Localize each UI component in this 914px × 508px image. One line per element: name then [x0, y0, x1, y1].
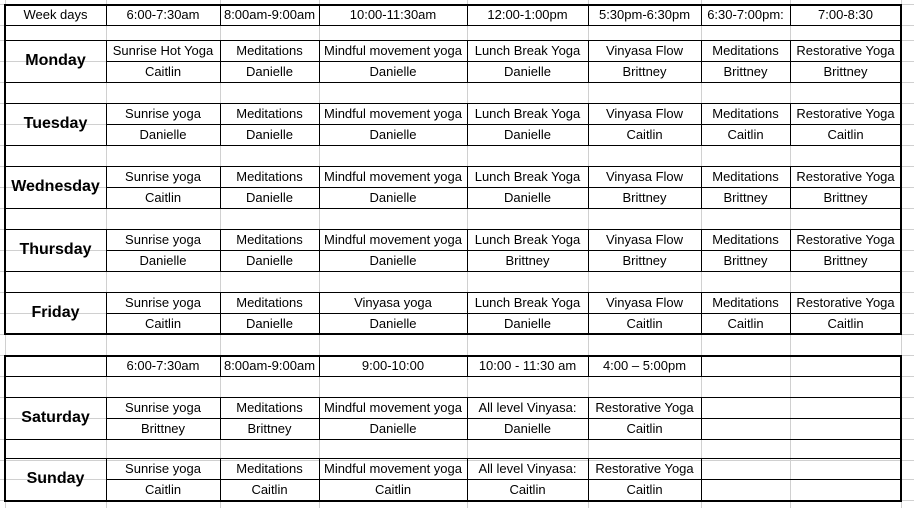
instructor-cell[interactable]: Caitlin [827, 127, 864, 142]
instructor-cell[interactable]: Brittney [622, 64, 667, 79]
header-cell[interactable]: 7:00-8:30 [818, 7, 873, 22]
instructor-cell[interactable]: Danielle [369, 127, 417, 142]
class-cell[interactable]: Lunch Break Yoga [474, 232, 581, 247]
instructor-cell[interactable]: Brittney [140, 421, 186, 436]
instructor-cell[interactable]: Brittney [823, 253, 868, 268]
class-cell[interactable]: Restorative Yoga [796, 169, 895, 184]
instructor-cell[interactable]: Brittney [723, 190, 768, 205]
class-cell[interactable]: Mindful movement yoga [323, 43, 462, 58]
class-cell[interactable]: Sunrise yoga [125, 169, 201, 184]
instructor-cell[interactable]: Brittney [823, 64, 868, 79]
instructor-cell[interactable]: Caitlin [509, 482, 546, 497]
cell-border [702, 480, 902, 501]
class-cell[interactable]: All level Vinyasa: [478, 461, 577, 476]
instructor-cell[interactable]: Caitlin [626, 127, 663, 142]
instructor-cell[interactable]: Danielle [369, 64, 417, 79]
instructor-cell[interactable]: Danielle [504, 64, 551, 79]
instructor-cell[interactable]: Brittney [247, 421, 292, 436]
class-cell[interactable]: Vinyasa Flow [605, 106, 684, 121]
instructor-cell[interactable]: Caitlin [626, 421, 663, 436]
instructor-cell[interactable]: Caitlin [727, 316, 764, 331]
class-cell[interactable]: Mindful movement yoga [323, 461, 462, 476]
class-cell[interactable]: Vinyasa Flow [605, 295, 684, 310]
class-cell[interactable]: Vinyasa Flow [605, 43, 684, 58]
cell-border [702, 398, 902, 419]
header-cell[interactable]: 6:00-7:30am [126, 7, 200, 22]
weekend-header-cell[interactable]: 10:00 - 11:30 am [478, 358, 577, 373]
instructor-cell[interactable]: Danielle [246, 127, 293, 142]
instructor-cell[interactable]: Danielle [246, 253, 293, 268]
class-cell[interactable]: Meditations [712, 43, 779, 58]
class-cell[interactable]: Restorative Yoga [796, 295, 895, 310]
instructor-cell[interactable]: Brittney [505, 253, 550, 268]
instructor-cell[interactable]: Brittney [622, 253, 667, 268]
header-cell[interactable]: 12:00-1:00pm [487, 7, 568, 22]
weekend-header-cell[interactable]: 4:00 – 5:00pm [602, 358, 687, 373]
instructor-cell[interactable]: Danielle [139, 253, 187, 268]
class-cell[interactable]: Sunrise yoga [125, 400, 201, 415]
instructor-cell[interactable]: Caitlin [827, 316, 864, 331]
instructor-cell[interactable]: Danielle [504, 316, 551, 331]
weekend-header-cell[interactable]: 8:00am-9:00am [223, 358, 316, 373]
class-cell[interactable]: Lunch Break Yoga [474, 43, 581, 58]
cell-border [6, 356, 107, 377]
day-label[interactable]: Monday [25, 52, 86, 69]
instructor-cell[interactable]: Danielle [369, 190, 417, 205]
class-cell[interactable]: Meditations [712, 169, 779, 184]
class-cell[interactable]: Sunrise yoga [125, 106, 201, 121]
class-cell[interactable]: Restorative Yoga [595, 400, 694, 415]
class-cell[interactable]: Sunrise Hot Yoga [112, 43, 214, 58]
header-cell[interactable]: 6:30-7:00pm: [707, 7, 784, 22]
class-cell[interactable]: Sunrise yoga [125, 461, 201, 476]
header-cell[interactable]: 8:00am-9:00am [223, 7, 316, 22]
class-cell[interactable]: Vinyasa Flow [605, 232, 684, 247]
class-cell[interactable]: Meditations [236, 43, 303, 58]
class-cell[interactable]: Sunrise yoga [125, 295, 201, 310]
class-cell[interactable]: Lunch Break Yoga [474, 106, 581, 121]
day-label[interactable]: Friday [31, 304, 80, 321]
class-cell[interactable]: Meditations [236, 169, 303, 184]
class-cell[interactable]: Restorative Yoga [796, 106, 895, 121]
class-cell[interactable]: Meditations [236, 106, 303, 121]
class-cell[interactable]: Mindful movement yoga [323, 106, 462, 121]
instructor-cell[interactable]: Danielle [246, 64, 293, 79]
class-cell[interactable]: All level Vinyasa: [478, 400, 577, 415]
weekend-header-cell[interactable]: 6:00-7:30am [126, 358, 200, 373]
instructor-cell[interactable]: Caitlin [251, 482, 288, 497]
class-cell[interactable]: Meditations [236, 400, 303, 415]
day-label[interactable]: Tuesday [23, 115, 88, 132]
class-cell[interactable]: Lunch Break Yoga [474, 169, 581, 184]
day-label[interactable]: Sunday [26, 470, 85, 487]
day-label[interactable]: Wednesday [11, 178, 100, 195]
instructor-cell[interactable]: Caitlin [144, 190, 182, 205]
instructor-cell[interactable]: Caitlin [626, 316, 663, 331]
weekend-header-cell[interactable]: 9:00-10:00 [361, 358, 425, 373]
instructor-cell[interactable]: Brittney [622, 190, 667, 205]
class-cell[interactable]: Restorative Yoga [796, 232, 895, 247]
header-cell[interactable]: 5:30pm-6:30pm [598, 7, 691, 22]
class-cell[interactable]: Meditations [712, 295, 779, 310]
class-cell[interactable]: Mindful movement yoga [323, 232, 462, 247]
class-cell[interactable]: Lunch Break Yoga [474, 295, 581, 310]
instructor-cell[interactable]: Caitlin [374, 482, 412, 497]
instructor-cell[interactable]: Caitlin [626, 482, 663, 497]
instructor-cell[interactable]: Danielle [504, 421, 551, 436]
instructor-cell[interactable]: Caitlin [144, 64, 182, 79]
instructor-cell[interactable]: Danielle [139, 127, 187, 142]
class-cell[interactable]: Mindful movement yoga [323, 400, 462, 415]
cell-border [702, 356, 902, 377]
instructor-cell[interactable]: Danielle [504, 127, 551, 142]
day-label[interactable]: Saturday [21, 409, 90, 426]
class-cell[interactable]: Meditations [712, 232, 779, 247]
cell-border [702, 419, 902, 440]
cell-border [702, 459, 902, 480]
instructor-cell[interactable]: Danielle [369, 421, 417, 436]
header-cell[interactable]: Week days [23, 7, 88, 22]
instructor-cell[interactable]: Caitlin [144, 316, 182, 331]
class-cell[interactable]: Restorative Yoga [796, 43, 895, 58]
instructor-cell[interactable]: Caitlin [727, 127, 764, 142]
class-cell[interactable]: Restorative Yoga [595, 461, 694, 476]
instructor-cell[interactable]: Danielle [369, 316, 417, 331]
class-cell[interactable]: Sunrise yoga [125, 232, 201, 247]
instructor-cell[interactable]: Danielle [246, 316, 293, 331]
instructor-cell[interactable]: Brittney [723, 253, 768, 268]
instructor-cell[interactable]: Caitlin [144, 482, 182, 497]
day-label[interactable]: Thursday [19, 241, 92, 258]
instructor-cell[interactable]: Brittney [723, 64, 768, 79]
class-cell[interactable]: Vinyasa Flow [605, 169, 684, 184]
class-cell[interactable]: Meditations [236, 295, 303, 310]
instructor-cell[interactable]: Danielle [246, 190, 293, 205]
class-cell[interactable]: Meditations [712, 106, 779, 121]
class-cell[interactable]: Meditations [236, 461, 303, 476]
class-cell[interactable]: Mindful movement yoga [323, 169, 462, 184]
instructor-cell[interactable]: Brittney [823, 190, 868, 205]
class-cell[interactable]: Vinyasa yoga [354, 295, 432, 310]
instructor-cell[interactable]: Danielle [504, 190, 551, 205]
header-cell[interactable]: 10:00-11:30am [349, 7, 437, 22]
instructor-cell[interactable]: Danielle [369, 253, 417, 268]
class-cell[interactable]: Meditations [236, 232, 303, 247]
